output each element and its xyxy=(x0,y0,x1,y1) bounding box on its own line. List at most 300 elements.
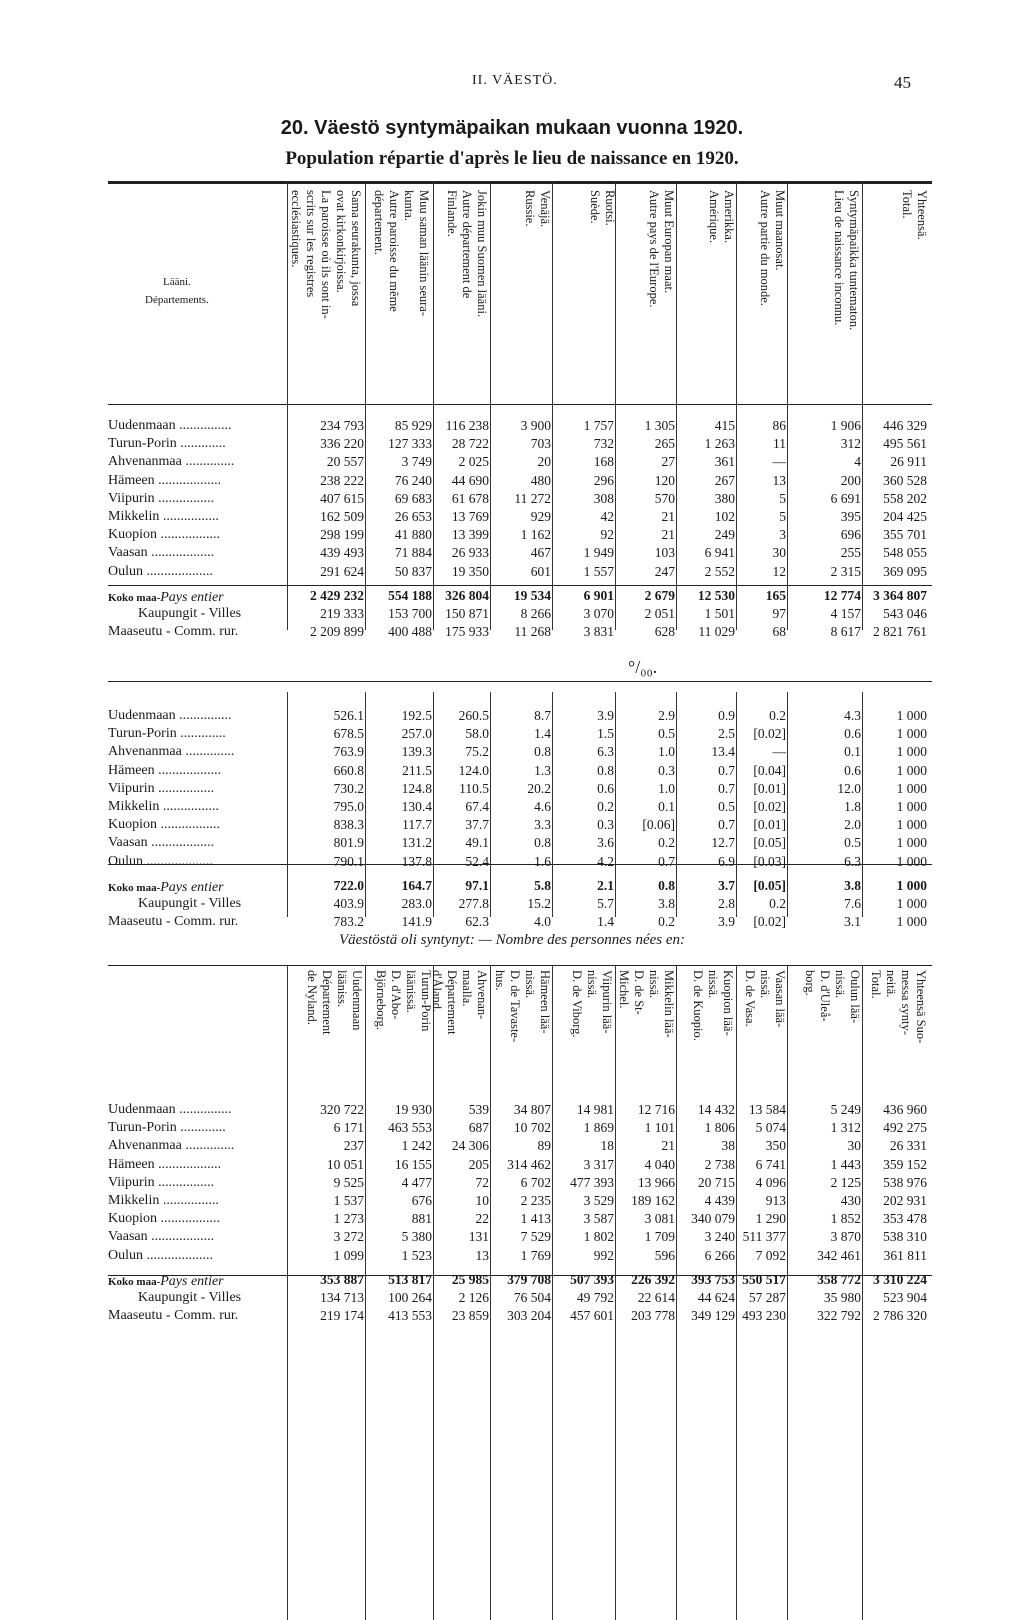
table-cell: 49.1 xyxy=(465,835,489,851)
urban-cell: 35 980 xyxy=(823,1290,861,1305)
table-cell: 0.6 xyxy=(844,726,861,742)
table-cell: 1 290 xyxy=(755,1211,786,1227)
department-label: Hämeen .................. xyxy=(108,762,222,778)
table-cell: 27 xyxy=(661,454,675,470)
rural-cell: 457 601 xyxy=(570,1308,614,1324)
table-cell: 30 xyxy=(847,1138,861,1154)
rural-cell: 1 000 xyxy=(896,914,927,930)
rural-cell: 4.0 xyxy=(534,914,551,930)
table-cell: 5 249 xyxy=(830,1102,861,1117)
table-cell: 1 557 xyxy=(583,563,614,579)
table-cell: 189 162 xyxy=(631,1193,675,1208)
column-rule xyxy=(287,692,288,917)
table-cell: 75.2 xyxy=(465,744,489,760)
department-label: Vaasan .................. xyxy=(108,1229,215,1245)
total-cell: 2 429 232 xyxy=(310,587,364,603)
table-subtitle: Population répartie d'après le lieu de naissance en 1920. xyxy=(285,148,739,169)
table-cell: 10 702 xyxy=(513,1120,551,1136)
department-label: Oulun ................... xyxy=(108,563,213,579)
table-cell: 61 678 xyxy=(451,490,489,506)
table-cell: 558 202 xyxy=(883,490,927,506)
table-cell: 696 xyxy=(840,527,861,543)
table-cell: 296 xyxy=(593,472,614,488)
table-cell: 204 425 xyxy=(883,509,927,524)
rural-cell: 783.2 xyxy=(333,914,364,930)
table-cell: 71 884 xyxy=(394,545,432,561)
table-cell: 110.5 xyxy=(459,780,489,796)
table-cell: 430 xyxy=(840,1193,861,1208)
table-cell: 1 162 xyxy=(520,527,551,543)
table-cell: 34 807 xyxy=(513,1102,551,1117)
urban-cell: 1 501 xyxy=(704,606,735,621)
table-cell: 1 305 xyxy=(644,418,675,433)
department-label: Turun-Porin ............. xyxy=(108,726,226,742)
table-cell: 0.1 xyxy=(844,744,861,760)
total-cell: 12 530 xyxy=(697,587,735,603)
birthplace-caption: Väestöstä oli syntynyt: — Nombre des personnes nées en: xyxy=(338,932,686,948)
table-cell: 4.6 xyxy=(534,799,551,814)
table-cell: 477 393 xyxy=(570,1174,614,1190)
rule-line xyxy=(108,681,932,682)
total-cell: 2.1 xyxy=(597,877,614,893)
table-cell: 5 074 xyxy=(755,1120,786,1136)
table-cell: 13 769 xyxy=(451,509,489,524)
urban-cell: 100 264 xyxy=(388,1290,432,1305)
table-cell: 446 329 xyxy=(883,418,927,433)
table-cell: 1 000 xyxy=(896,799,927,814)
table-cell: 1 000 xyxy=(896,780,927,796)
total-cell: 165 xyxy=(765,587,786,603)
total-cell: 6 901 xyxy=(583,587,614,603)
department-label: Vaasan .................. xyxy=(108,835,215,851)
rural-label: Maaseutu - Comm. rur. xyxy=(108,1308,239,1324)
table-cell: 44 690 xyxy=(451,472,489,488)
table-cell: 124.0 xyxy=(458,762,489,778)
permille-label: °/₀₀. xyxy=(628,657,658,677)
table-cell: — xyxy=(772,454,786,470)
total-cell: 379 708 xyxy=(507,1271,551,1287)
table-cell: 3 587 xyxy=(583,1211,614,1227)
column-header: Muu saman läänin seura- kunta. Autre paroisse du même département. xyxy=(372,190,431,317)
table-cell: 3 749 xyxy=(401,454,432,470)
table-cell: 11 xyxy=(773,436,786,452)
table-cell: 1.5 xyxy=(597,726,614,742)
table-cell: 6 266 xyxy=(704,1247,735,1263)
table-cell: 1.3 xyxy=(534,762,551,778)
table-cell: [0.05] xyxy=(753,835,786,851)
department-label: Mikkelin ................ xyxy=(108,509,219,524)
table-cell: 2.9 xyxy=(658,708,675,723)
total-cell: 5.8 xyxy=(534,877,551,893)
table-cell: 0.7 xyxy=(658,853,675,869)
urban-cell: 3 070 xyxy=(583,606,614,621)
table-cell: 703 xyxy=(530,436,551,452)
table-cell: 72 xyxy=(475,1174,489,1190)
table-cell: 298 199 xyxy=(320,527,364,543)
table-cell: 211.5 xyxy=(402,762,432,778)
table-cell: 730.2 xyxy=(333,780,364,796)
table-cell: 19 350 xyxy=(451,563,489,579)
table-cell: 26 911 xyxy=(890,454,927,470)
table-cell: [0.02] xyxy=(753,726,786,742)
table-cell: 881 xyxy=(411,1211,432,1227)
total-cell: 3 364 807 xyxy=(873,587,927,603)
table-cell: 1 537 xyxy=(333,1193,364,1208)
column-header: Jokin muu Suomen lääni. Autre département de Finlande. xyxy=(445,190,489,318)
department-label: Turun-Porin ............. xyxy=(108,436,226,452)
table-cell: 9 525 xyxy=(333,1174,364,1190)
rural-cell: 8 617 xyxy=(830,624,861,640)
total-cell: 3.7 xyxy=(718,877,735,893)
table-cell: 162 509 xyxy=(320,509,364,524)
table-cell: 37.7 xyxy=(465,817,489,833)
table-cell: 355 701 xyxy=(883,527,927,543)
table-cell: [0.02] xyxy=(753,799,786,814)
total-label-fr: Pays entier xyxy=(160,879,224,895)
table-cell: — xyxy=(772,744,786,760)
table-cell: 116 238 xyxy=(445,418,489,433)
urban-cell: 97 xyxy=(772,606,786,621)
table-cell: 801.9 xyxy=(333,835,364,851)
department-label: Viipurin ................ xyxy=(108,1174,215,1190)
rural-cell: 2 786 320 xyxy=(873,1308,927,1324)
table-cell: 103 xyxy=(654,545,675,561)
department-label: Oulun ................... xyxy=(108,853,213,869)
table-cell: 0.6 xyxy=(597,780,614,796)
rural-label: Maaseutu - Comm. rur. xyxy=(108,624,239,640)
rural-cell: 141.9 xyxy=(401,914,432,930)
table-cell: 0.3 xyxy=(658,762,675,778)
table-cell: 361 xyxy=(714,454,735,470)
total-label xyxy=(108,1274,224,1290)
column-header: Ahvenan- maalla. Département d'Åland. xyxy=(430,970,489,1035)
table-cell: 3 317 xyxy=(583,1156,614,1172)
table-cell: 838.3 xyxy=(333,817,364,833)
rural-cell: 68 xyxy=(772,624,786,640)
table-cell: 0.6 xyxy=(844,762,861,778)
table-cell: 495 561 xyxy=(883,436,927,452)
table-cell: 41 880 xyxy=(394,527,432,543)
table-cell: 6 691 xyxy=(830,490,861,506)
urban-cell: 2 051 xyxy=(644,606,675,621)
table-cell: 3.9 xyxy=(597,708,614,723)
table-cell: 52.4 xyxy=(465,853,489,869)
table-cell: 538 976 xyxy=(883,1174,927,1190)
table-cell: 2 315 xyxy=(830,563,861,579)
total-cell: 513 817 xyxy=(388,1271,432,1287)
table-cell: 4 096 xyxy=(755,1174,786,1190)
table-cell: 439 493 xyxy=(320,545,364,561)
department-label: Uudenmaan ............... xyxy=(108,708,232,723)
table-cell: 1 802 xyxy=(583,1229,614,1245)
table-cell: 26 653 xyxy=(394,509,432,524)
total-cell: [0.05] xyxy=(753,877,786,893)
table-cell: 3 529 xyxy=(583,1193,614,1208)
table-cell: 267 xyxy=(714,472,735,488)
table-cell: 85 929 xyxy=(394,418,432,433)
table-cell: 0.8 xyxy=(534,744,551,760)
urban-cell: 523 904 xyxy=(883,1290,927,1305)
urban-cell: 49 792 xyxy=(576,1290,614,1305)
column-header: Yhteensä. Total. xyxy=(900,190,929,240)
department-label: Hämeen .................. xyxy=(108,1156,222,1172)
table-cell: 86 xyxy=(772,418,786,433)
table-cell: 5 380 xyxy=(401,1229,432,1245)
total-cell: 554 188 xyxy=(388,587,432,603)
rural-cell: 349 129 xyxy=(691,1308,735,1324)
rural-cell: 3.9 xyxy=(718,914,735,930)
department-label: Kuopion ................. xyxy=(108,1211,220,1227)
column-header: Ruotsi. Suède. xyxy=(588,190,617,226)
table-cell: 570 xyxy=(654,490,675,506)
table-cell: 1 769 xyxy=(520,1247,551,1263)
table-cell: 5 xyxy=(779,509,786,524)
table-cell: 21 xyxy=(661,509,675,524)
rural-cell: 2 209 899 xyxy=(310,624,364,640)
department-header xyxy=(145,273,209,309)
table-cell: 1 000 xyxy=(896,835,927,851)
table-cell: 1 000 xyxy=(896,762,927,778)
table-cell: 1 757 xyxy=(583,418,614,433)
total-cell: 550 517 xyxy=(742,1271,786,1287)
table-cell: 0.8 xyxy=(534,835,551,851)
table-cell: 1 852 xyxy=(830,1211,861,1227)
table-cell: 1 949 xyxy=(583,545,614,561)
total-cell: 3.8 xyxy=(844,877,861,893)
table-cell: 6 171 xyxy=(333,1120,364,1136)
table-cell: 3 272 xyxy=(333,1229,364,1245)
rural-cell: 219 174 xyxy=(320,1308,364,1324)
table-cell: 678.5 xyxy=(333,726,364,742)
column-header: Sama seurakunta, jossa ovat kirkonkirjoissa. La paroisse où ils sont in- scrits sur les registres ecclésiastiques. xyxy=(289,190,363,319)
table-cell: 350 xyxy=(765,1138,786,1154)
total-cell: 3 310 224 xyxy=(873,1271,927,1287)
table-cell: 340 079 xyxy=(691,1211,735,1227)
table-cell: 790.1 xyxy=(333,853,364,869)
rural-cell: 628 xyxy=(654,624,675,640)
table-cell: 660.8 xyxy=(333,762,364,778)
table-cell: 1 263 xyxy=(704,436,735,452)
table-cell: 124.8 xyxy=(401,780,432,796)
table-cell: 4 040 xyxy=(644,1156,675,1172)
table-cell: 1 000 xyxy=(896,726,927,742)
table-cell: 1 312 xyxy=(830,1120,861,1136)
table-cell: 4.3 xyxy=(844,708,861,723)
page-number: 45 xyxy=(894,73,911,92)
rural-cell: 3 831 xyxy=(583,624,614,640)
table-cell: 249 xyxy=(714,527,735,543)
table-cell: 1 000 xyxy=(896,744,927,760)
table-cell: 1 000 xyxy=(896,853,927,869)
table-cell: 28 722 xyxy=(451,436,489,452)
table-cell: 234 793 xyxy=(320,418,364,433)
urban-cell: 543 046 xyxy=(883,606,927,621)
rural-cell: 175 933 xyxy=(445,624,489,640)
table-cell: 2 025 xyxy=(458,454,489,470)
table-cell: 1 709 xyxy=(644,1229,675,1245)
table-cell: 130.4 xyxy=(401,799,432,814)
table-cell: 10 xyxy=(475,1193,489,1208)
table-cell: 18 xyxy=(600,1138,614,1154)
table-cell: 10 051 xyxy=(326,1156,364,1172)
rural-cell: 322 792 xyxy=(817,1308,861,1324)
table-cell: 238 222 xyxy=(320,472,364,488)
table-cell: 538 310 xyxy=(883,1229,927,1245)
table-cell: 395 xyxy=(840,509,861,524)
table-cell: 992 xyxy=(593,1247,614,1263)
rule-line xyxy=(108,965,932,966)
table-cell: 255 xyxy=(840,545,861,561)
urban-cell: 76 504 xyxy=(513,1290,551,1305)
urban-cell: 44 624 xyxy=(697,1290,735,1305)
table-cell: 20 xyxy=(537,454,551,470)
department-label: Turun-Porin ............. xyxy=(108,1120,226,1136)
table-cell: 13 399 xyxy=(451,527,489,543)
table-cell: 1 806 xyxy=(704,1120,735,1136)
total-cell: 19 534 xyxy=(513,587,551,603)
table-cell: 1 443 xyxy=(830,1156,861,1172)
table-cell: 3.6 xyxy=(597,835,614,851)
department-label: Viipurin ................ xyxy=(108,490,215,506)
department-label: Ahvenanmaa .............. xyxy=(108,454,235,470)
table-cell: 2 552 xyxy=(704,563,735,579)
table-cell: 1 413 xyxy=(520,1211,551,1227)
urban-cell: 277.8 xyxy=(458,896,489,911)
table-cell: 13 xyxy=(475,1247,489,1263)
table-cell: 26 933 xyxy=(451,545,489,561)
urban-cell: 22 614 xyxy=(637,1290,675,1305)
department-label: Mikkelin ................ xyxy=(108,1193,219,1208)
rule-line xyxy=(108,585,932,586)
total-cell: 97.1 xyxy=(465,877,489,893)
table-cell: 202 931 xyxy=(883,1193,927,1208)
rural-cell: 11 029 xyxy=(698,624,735,640)
urban-cell: 134 713 xyxy=(320,1290,364,1305)
urban-cell: 1 000 xyxy=(896,896,927,911)
table-cell: 7 092 xyxy=(755,1247,786,1263)
table-cell: 3.3 xyxy=(534,817,551,833)
department-header-fr: Départements. xyxy=(145,294,209,306)
table-cell: 1.0 xyxy=(658,744,675,760)
table-cell: 38 xyxy=(721,1138,735,1154)
table-cell: 3 900 xyxy=(520,418,551,433)
table-cell: 11 272 xyxy=(514,490,551,506)
table-cell: 1.6 xyxy=(534,853,551,869)
total-cell: 12 774 xyxy=(823,587,861,603)
total-cell: 0.8 xyxy=(658,877,675,893)
total-label-fr: Pays entier xyxy=(160,1273,224,1289)
table-cell: 676 xyxy=(411,1193,432,1208)
department-label: Uudenmaan ............... xyxy=(108,418,232,433)
table-cell: 492 275 xyxy=(883,1120,927,1136)
table-cell: 8.7 xyxy=(534,708,551,723)
table-cell: 137.8 xyxy=(401,853,432,869)
table-cell: 1 273 xyxy=(333,1211,364,1227)
table-cell: 360 528 xyxy=(883,472,927,488)
table-cell: 89 xyxy=(537,1138,551,1154)
table-cell: 20 557 xyxy=(326,454,364,470)
rural-cell: 62.3 xyxy=(465,914,489,930)
table-cell: 20 715 xyxy=(697,1174,735,1190)
table-cell: 131 xyxy=(468,1229,489,1245)
table-cell: 4.2 xyxy=(597,853,614,869)
rural-label: Maaseutu - Comm. rur. xyxy=(108,914,239,930)
table-cell: 200 xyxy=(840,472,861,488)
table-cell: 596 xyxy=(654,1247,675,1263)
urban-label: Kaupungit - Villes xyxy=(138,896,242,911)
urban-cell: 2.8 xyxy=(718,896,735,911)
table-cell: 929 xyxy=(530,509,551,524)
table-cell: 380 xyxy=(714,490,735,506)
table-cell: 0.1 xyxy=(658,799,675,814)
table-cell: 0.9 xyxy=(718,708,735,723)
column-rule xyxy=(287,965,288,1620)
table-cell: 19 930 xyxy=(394,1102,432,1117)
table-cell: 13 966 xyxy=(637,1174,675,1190)
column-header: Kuopion lää- nissä. D. de Kuopio. xyxy=(691,970,735,1041)
department-label: Kuopion ................. xyxy=(108,817,220,833)
column-header: Mikkelin lää- nissä. D. de St- Michel. xyxy=(617,970,676,1038)
table-cell: 601 xyxy=(530,563,551,579)
rural-cell: [0.02] xyxy=(753,914,786,930)
table-cell: 102 xyxy=(714,509,735,524)
table-cell: 353 478 xyxy=(883,1211,927,1227)
urban-label: Kaupungit - Villes xyxy=(138,1290,242,1305)
column-header: Vaasan lää- nissä. D. de Vasa. xyxy=(743,970,787,1028)
table-cell: [0.01] xyxy=(753,817,786,833)
table-cell: 312 xyxy=(840,436,861,452)
total-label-fr: Pays entier xyxy=(160,589,224,605)
department-label: Ahvenanmaa .............. xyxy=(108,744,235,760)
column-header: Amerikka. Amérique. xyxy=(707,190,736,244)
table-cell: 42 xyxy=(600,509,614,524)
table-cell: 260.5 xyxy=(458,708,489,723)
urban-cell: 3.8 xyxy=(658,896,675,911)
urban-cell: 4 157 xyxy=(830,606,861,621)
table-cell: 58.0 xyxy=(465,726,489,742)
table-cell: 0.7 xyxy=(718,780,735,796)
table-title: 20. Väestö syntymäpaikan mukaan vuonna 1920. xyxy=(280,117,744,139)
table-cell: 308 xyxy=(593,490,614,506)
table-cell: 13.4 xyxy=(711,744,735,760)
urban-cell: 150 871 xyxy=(445,606,489,621)
table-cell: 1 000 xyxy=(896,708,927,723)
table-cell: 0.2 xyxy=(597,799,614,814)
table-cell: 7 529 xyxy=(520,1229,551,1245)
table-cell: 127 333 xyxy=(388,436,432,452)
rural-cell: 203 778 xyxy=(631,1308,675,1324)
urban-cell: 7.6 xyxy=(844,896,861,911)
column-header: Venäjä. Russie. xyxy=(523,190,552,228)
rural-cell: 493 230 xyxy=(742,1308,786,1324)
table-cell: 6 941 xyxy=(704,545,735,561)
table-cell: 92 xyxy=(600,527,614,543)
column-header: Oulun lää- nissä. D. d'Uleå- borg. xyxy=(803,970,862,1024)
table-cell: 6 702 xyxy=(520,1174,551,1190)
table-cell: 13 xyxy=(772,472,786,488)
column-header: Syntymäpaikka tuntematon. Lieu de naissance inconnu. xyxy=(832,190,861,331)
table-cell: 0.5 xyxy=(658,726,675,742)
table-cell: [0.03] xyxy=(753,853,786,869)
table-cell: 0.7 xyxy=(718,817,735,833)
total-label xyxy=(108,880,224,896)
table-cell: 913 xyxy=(765,1193,786,1208)
total-cell: 353 887 xyxy=(320,1271,364,1287)
total-cell: 722.0 xyxy=(333,877,364,893)
table-cell: 0.2 xyxy=(769,708,786,723)
table-cell: 1 242 xyxy=(401,1138,432,1154)
table-cell: 795.0 xyxy=(333,799,364,814)
